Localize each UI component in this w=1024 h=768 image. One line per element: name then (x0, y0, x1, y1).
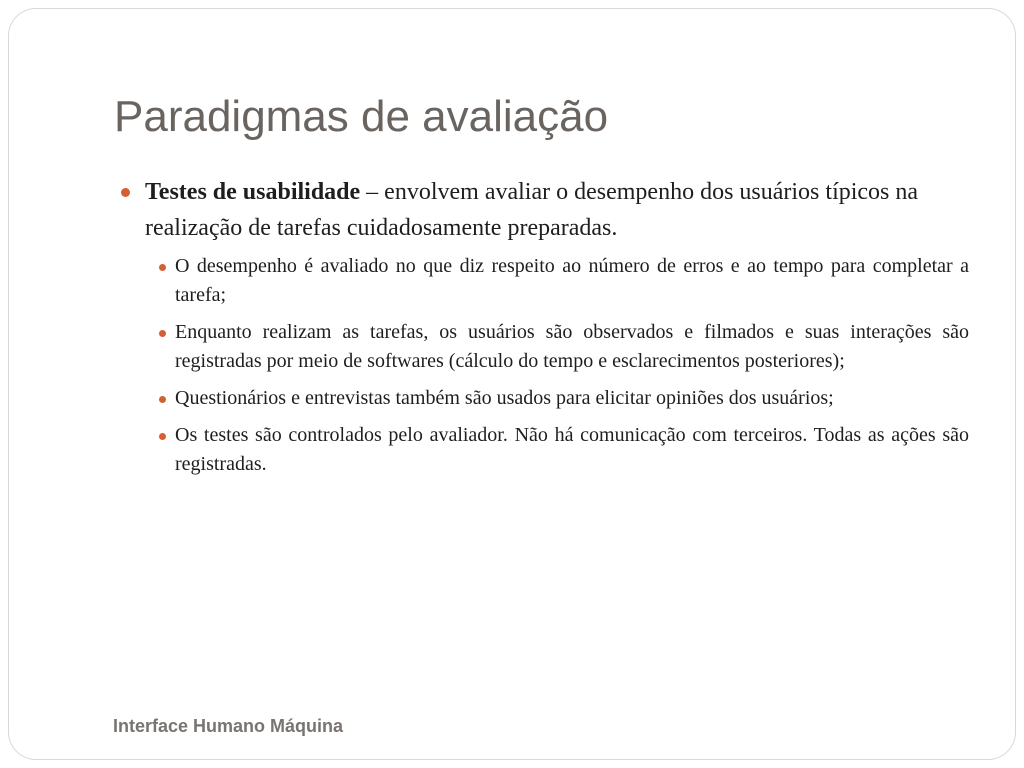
main-bullet-term: Testes de usabilidade (145, 179, 361, 205)
sub-bullet (121, 384, 969, 413)
sub-bullet (121, 252, 969, 310)
sub-bullet (121, 318, 969, 376)
sub-bullet-text: O desempenho é avaliado no que diz respeito ao número de erros e ao tempo para completar a tarefa; (175, 255, 969, 306)
main-bullet-text: – envolvem avaliar o desempenho dos usuários típicos na realização de tarefas cuidadosamente preparadas. (145, 179, 919, 241)
sub-bullet-text: Enquanto realizam as tarefas, os usuários são observados e filmados e suas interações são registradas por meio de softwares (cálculo do tempo e esclarecimentos posteriores); (175, 321, 969, 372)
bullet-dot-icon (159, 264, 166, 271)
sub-bullet-text: Os testes são controlados pelo avaliador. Não há comunicação com terceiros. Todas as ações são registradas. (175, 424, 969, 475)
bullet-dot-icon (159, 433, 166, 440)
bullet-dot-icon (159, 330, 166, 337)
bullet-dot-icon (159, 396, 166, 403)
main-bullet (121, 174, 969, 246)
sub-bullet-list (121, 252, 969, 479)
slide-title: Paradigmas de avaliação (114, 92, 609, 141)
slide (8, 8, 1016, 760)
bullet-dot-icon (121, 188, 130, 197)
slide-footer: Interface Humano Máquina (113, 716, 344, 736)
slide-content (121, 174, 969, 487)
sub-bullet-text: Questionários e entrevistas também são usados para elicitar opiniões dos usuários; (175, 387, 834, 409)
sub-bullet (121, 421, 969, 479)
